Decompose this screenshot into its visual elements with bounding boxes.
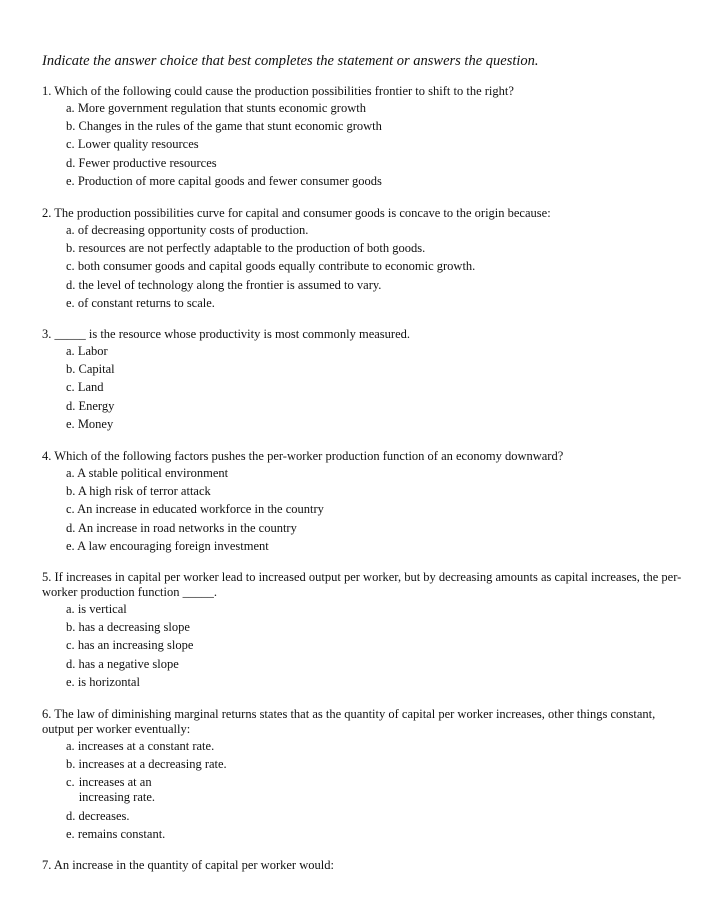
option-b[interactable]: b. A high risk of terror attack: [66, 484, 211, 499]
question-6: [42, 707, 682, 845]
option-d[interactable]: d. Fewer productive resources: [66, 155, 217, 170]
option-c[interactable]: c. Lower quality resources: [66, 137, 199, 152]
option-c[interactable]: c. both consumer goods and capital goods equally contribute to economic growth.: [66, 259, 476, 274]
option-b[interactable]: b. Changes in the rules of the game that stunt economic growth: [66, 119, 382, 134]
question-2: [42, 206, 682, 314]
option-d[interactable]: d. Energy: [66, 398, 115, 413]
question-text: 4. Which of the following factors pushes the per-worker production function of an economy downward?: [42, 449, 564, 463]
option-b[interactable]: b. resources are not perfectly adaptable to the production of both goods.: [66, 241, 426, 256]
option-list: [42, 466, 682, 554]
option-a[interactable]: a. A stable political environment: [66, 466, 229, 480]
option-c[interactable]: c. Land: [66, 380, 104, 395]
question-text: 3. _____ is the resource whose productivity is most commonly measured.: [42, 327, 410, 341]
question-text: 7. An increase in the quantity of capital per worker would:: [42, 858, 334, 872]
option-a[interactable]: a. increases at a constant rate.: [66, 739, 215, 753]
question-text: 5. If increases in capital per worker lead to increased output per worker, but by decreasing amounts as capital increases, the per-worker production function _____.: [42, 570, 682, 599]
option-d[interactable]: d. the level of technology along the frontier is assumed to vary.: [66, 277, 382, 292]
option-a[interactable]: a. Labor: [66, 344, 108, 358]
question-7: [42, 858, 682, 873]
question-text: 2. The production possibilities curve for capital and consumer goods is concave to the origin because:: [42, 206, 551, 220]
option-e[interactable]: e. A law encouraging foreign investment: [66, 538, 269, 553]
option-e[interactable]: e. Money: [66, 416, 114, 431]
question-1: [42, 84, 682, 192]
option-e[interactable]: e. of constant returns to scale.: [66, 295, 215, 310]
option-list: [42, 602, 682, 690]
option-c[interactable]: c. increases at an increasing rate.: [66, 775, 156, 805]
option-e[interactable]: e. Production of more capital goods and fewer consumer goods: [66, 173, 382, 188]
instructions-text: Indicate the answer choice that best completes the statement or answers the question.: [42, 53, 539, 69]
option-e[interactable]: e. remains constant.: [66, 826, 166, 841]
option-d[interactable]: d. decreases.: [66, 808, 130, 823]
option-a[interactable]: a. More government regulation that stunts economic growth: [66, 101, 366, 115]
question-5: [42, 570, 682, 693]
option-a[interactable]: a. is vertical: [66, 602, 127, 616]
question-3: [42, 327, 682, 435]
option-b[interactable]: b. increases at a decreasing rate.: [66, 757, 227, 772]
option-b[interactable]: b. Capital: [66, 362, 115, 377]
question-4: [42, 449, 682, 557]
option-c[interactable]: c. An increase in educated workforce in the country: [66, 502, 324, 517]
option-list: [42, 101, 682, 189]
option-e[interactable]: e. is horizontal: [66, 674, 140, 689]
option-c[interactable]: c. has an increasing slope: [66, 638, 194, 653]
option-d[interactable]: d. has a negative slope: [66, 656, 179, 671]
option-a[interactable]: a. of decreasing opportunity costs of production.: [66, 223, 309, 237]
option-b[interactable]: b. has a decreasing slope: [66, 620, 190, 635]
option-d[interactable]: d. An increase in road networks in the country: [66, 520, 297, 535]
question-text: 1. Which of the following could cause the production possibilities frontier to shift to the right?: [42, 84, 514, 98]
option-list: [42, 223, 682, 311]
option-list: [42, 344, 682, 432]
question-text: 6. The law of diminishing marginal returns states that as the quantity of capital per worker increases, other things constant, output per worker eventually:: [42, 707, 656, 736]
option-list: [42, 739, 682, 842]
